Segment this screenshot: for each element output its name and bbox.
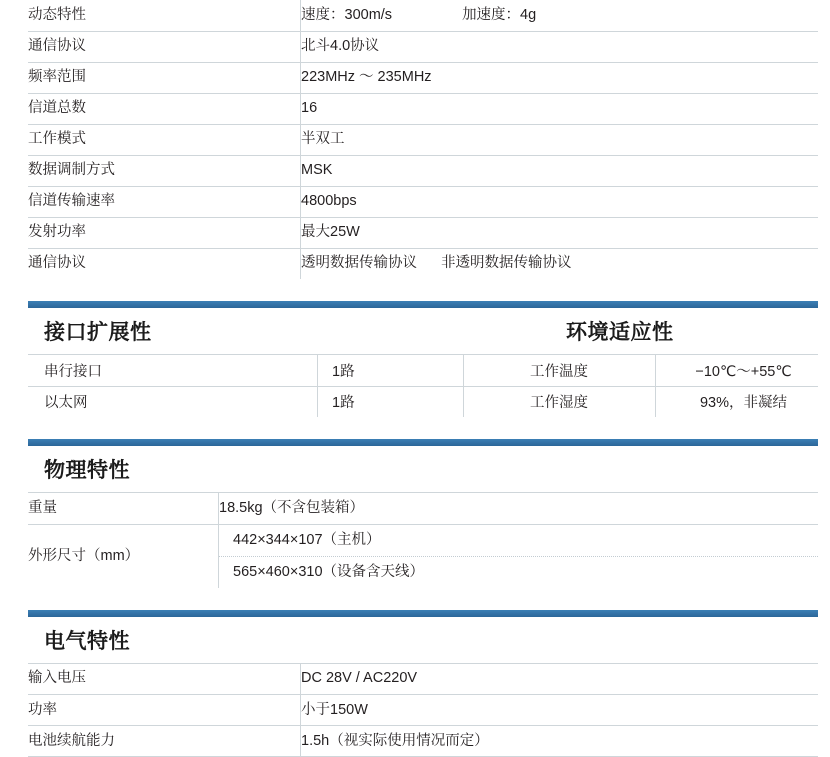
table-row	[28, 155, 818, 186]
section-band-interface	[28, 301, 818, 308]
row-value-stack	[219, 524, 819, 588]
section-header-interface	[28, 308, 818, 355]
interface-environment-table	[28, 355, 818, 417]
table-row	[28, 248, 818, 279]
row-label: 电池续航能力	[28, 726, 301, 757]
table-row	[28, 386, 818, 417]
section-band-electrical	[28, 610, 818, 617]
row-value	[301, 248, 819, 279]
row-label-2: 工作湿度	[464, 386, 656, 417]
row-label: 信道传输速率	[28, 186, 301, 217]
section-title-electrical: 电气特性	[28, 625, 130, 655]
row-value: 最大25W	[301, 217, 819, 248]
section-title-environment: 环境适应性	[566, 316, 674, 346]
section-band-physical	[28, 439, 818, 446]
row-label: 通信协议	[28, 248, 301, 279]
section-header-physical	[28, 446, 818, 493]
row-value-2: 93%，非凝结	[656, 386, 819, 417]
row-label: 通信协议	[28, 31, 301, 62]
row-value: 1路	[318, 355, 464, 386]
row-value: 1.5h（视实际使用情况而定）	[301, 726, 819, 757]
row-value-primary: 速度：300m/s	[301, 6, 392, 25]
row-label-2: 工作温度	[464, 355, 656, 386]
row-label: 重量	[28, 493, 219, 524]
row-label: 功率	[28, 695, 301, 726]
row-value: 16	[301, 93, 819, 124]
row-value: 223MHz ～ 235MHz	[301, 62, 819, 93]
table-row	[28, 0, 818, 31]
table-row	[28, 31, 818, 62]
top-spec-table	[28, 0, 818, 279]
table-row	[28, 695, 818, 726]
row-value: 小于150W	[301, 695, 819, 726]
row-label: 数据调制方式	[28, 155, 301, 186]
section-title-interface: 接口扩展性	[28, 316, 444, 346]
row-value: 4800bps	[301, 186, 819, 217]
row-value-2: −10℃～+55℃	[656, 355, 819, 386]
row-value	[301, 0, 819, 31]
row-value: 半双工	[301, 124, 819, 155]
table-row	[28, 62, 818, 93]
row-label: 输入电压	[28, 664, 301, 695]
row-value: 1路	[318, 386, 464, 417]
table-row	[28, 124, 818, 155]
row-label: 信道总数	[28, 93, 301, 124]
row-label: 串行接口	[28, 355, 318, 386]
row-value: 18.5kg（不含包装箱）	[219, 493, 819, 524]
row-value-secondary: 加速度：4g	[462, 6, 536, 25]
table-row	[28, 93, 818, 124]
row-value: MSK	[301, 155, 819, 186]
row-label: 频率范围	[28, 62, 301, 93]
dimension-line: 442×344×107（主机）	[219, 525, 818, 557]
row-label: 外形尺寸（mm）	[28, 524, 219, 588]
row-label: 工作模式	[28, 124, 301, 155]
row-label: 动态特性	[28, 0, 301, 31]
table-row	[28, 186, 818, 217]
row-value-secondary: 非透明数据传输协议	[441, 254, 572, 273]
table-row	[28, 355, 818, 386]
table-row	[28, 726, 818, 757]
physical-table	[28, 493, 818, 588]
section-title-physical: 物理特性	[28, 454, 130, 484]
row-value: 北斗4.0协议	[301, 31, 819, 62]
section-header-electrical	[28, 617, 818, 664]
row-value: DC 28V / AC220V	[301, 664, 819, 695]
row-value-primary: 透明数据传输协议	[301, 254, 417, 273]
row-label: 发射功率	[28, 217, 301, 248]
electrical-table	[28, 664, 818, 757]
table-row	[28, 664, 818, 695]
table-row	[28, 493, 818, 524]
table-row-dimension	[28, 524, 818, 588]
row-label: 以太网	[28, 386, 318, 417]
dimension-line: 565×460×310（设备含天线）	[219, 557, 818, 588]
table-row	[28, 217, 818, 248]
